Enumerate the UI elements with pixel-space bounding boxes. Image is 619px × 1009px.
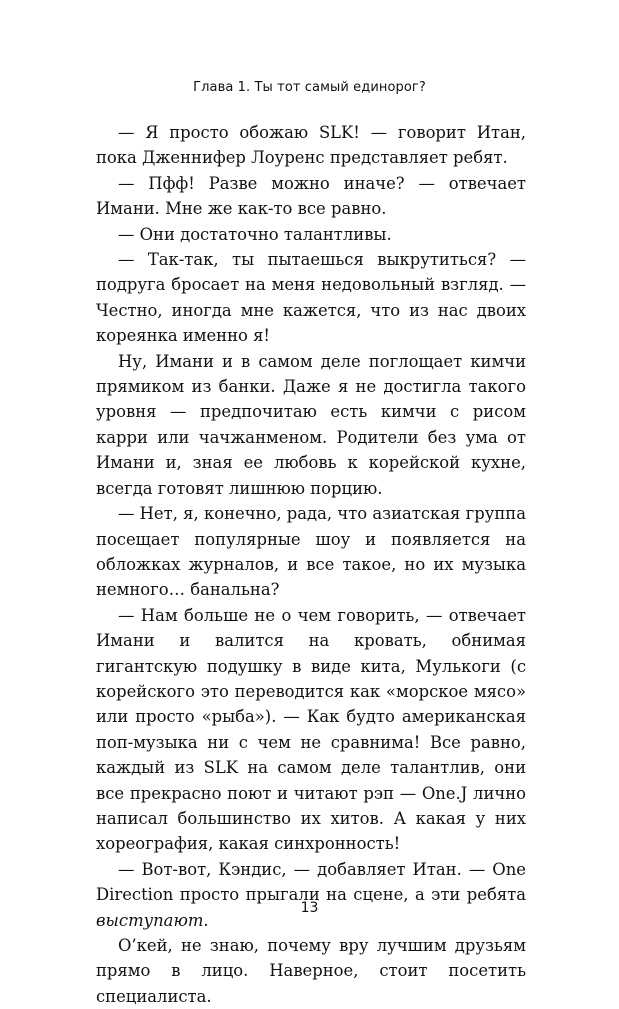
paragraph-6: — Нет, я, конечно, рада, что азиатская группа посещает популярные шоу и появляется на обложках журналов, и все такое, но их музыка немного… банальна? xyxy=(96,504,526,600)
paragraph-5: Ну, Имани и в самом деле поглощает кимчи прямиком из банки. Даже я не достигла такого уровня — предпочитаю есть кимчи с рисом карри или чачжанменом. Родители без ума от Имани и, зная ее любовь к корейской кухне, всегда готовят лишнюю порцию. xyxy=(96,351,526,498)
paragraph-8-italic: выступают xyxy=(96,910,204,930)
running-head: Глава 1. Ты тот самый единорог? xyxy=(193,80,426,95)
page-number: 13 xyxy=(300,900,319,916)
paragraph-7: — Нам больше не о чем говорить, — отвечает Имани и валится на кровать, обнимая гигантскую подушку в виде кита, Мулькоги (с корейского это переводится как «морское мясо» или просто «рыба»). — Как будто американская поп-музыка ни с чем не сравнима! Все равно, каждый из SLK на самом деле талантлив, они все прекрасно поют и читают рэп — One.J лично написал большинство их хитов. А какая у них хореография, какая синхронность! xyxy=(96,605,526,854)
paragraph-4: — Так-так, ты пытаешься выкрутиться? — подруга бросает на меня недовольный взгляд. — Честно, иногда мне кажется, что из нас двоих кореянка именно я! xyxy=(96,250,526,346)
paragraph-3: — Они достаточно талантливы. xyxy=(118,224,392,244)
body-text xyxy=(96,120,526,1009)
paragraph-8-text: — Вот-вот, Кэндис, — добавляет Итан. — One Direction просто прыгали на сцене, а эти ребята xyxy=(96,859,526,905)
paragraph-8 xyxy=(96,857,526,933)
paragraph-1: — Я просто обожаю SLK! — говорит Итан, пока Дженнифер Лоуренс представляет ребят. xyxy=(96,123,526,168)
paragraph-2: — Пфф! Разве можно иначе? — отвечает Имани. Мне же как-то все равно. xyxy=(96,173,526,219)
paragraph-9: О’кей, не знаю, почему вру лучшим друзьям прямо в лицо. Наверное, стоит посетить специалиста. xyxy=(96,936,526,1006)
paragraph-8-tail: . xyxy=(203,910,209,930)
